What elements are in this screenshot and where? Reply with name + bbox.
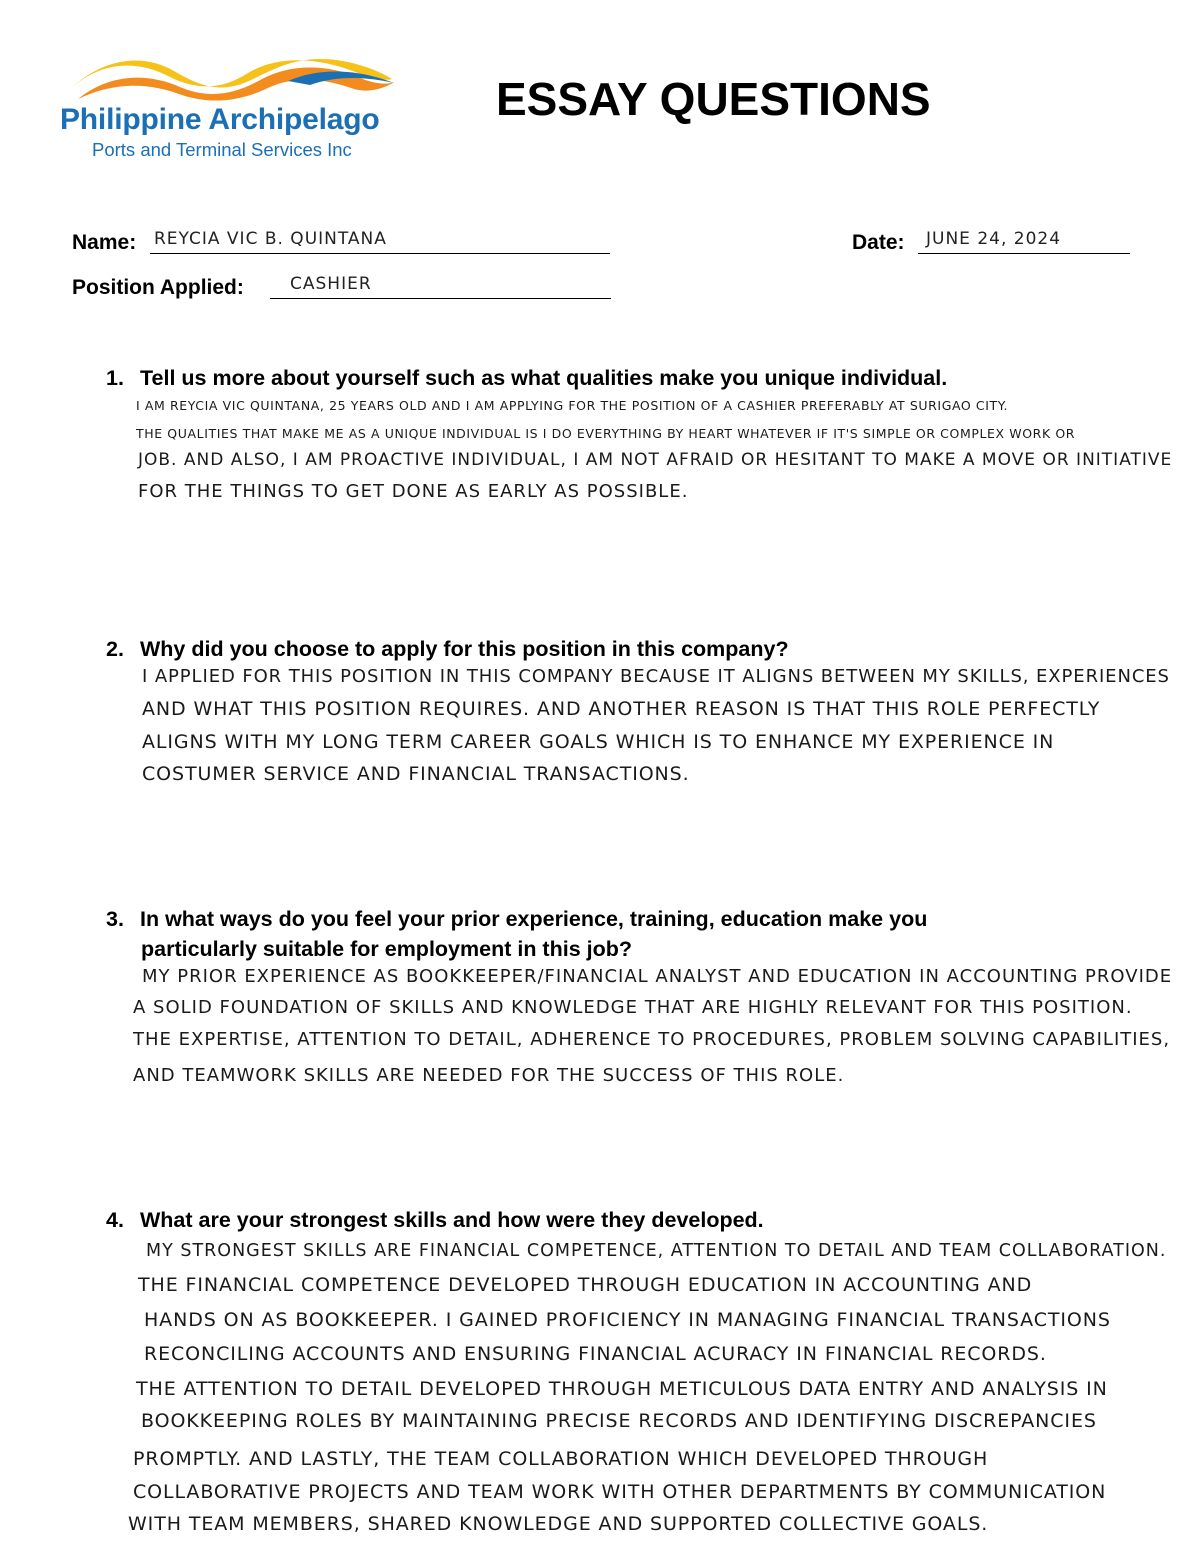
- date-label: Date:: [852, 231, 905, 254]
- question-text: Why did you choose to apply for this position in this company?: [140, 637, 789, 661]
- answer-4-line-9: WITH TEAM MEMBERS, SHARED KNOWLEDGE AND SUPPORTED COLLECTIVE GOALS.: [128, 1513, 989, 1535]
- answer-4-line-7: PROMPTLY. AND LASTLY, THE TEAM COLLABORATION WHICH DEVELOPED THROUGH: [133, 1448, 989, 1470]
- answer-1-line-2: THE QUALITIES THAT MAKE ME AS A UNIQUE INDIVIDUAL IS I DO EVERYTHING BY HEART WHATEVER IF IT'S SIMPLE OR COMPLEX WORK OR: [136, 426, 1076, 441]
- company-logo: [58, 55, 403, 170]
- answer-3-line-1: MY PRIOR EXPERIENCE AS BOOKKEEPER/FINANCIAL ANALYST AND EDUCATION IN ACCOUNTING PROVIDE: [142, 966, 1173, 987]
- name-field-line[interactable]: [150, 253, 610, 254]
- answer-2-line-1: I APPLIED FOR THIS POSITION IN THIS COMPANY BECAUSE IT ALIGNS BETWEEN MY SKILLS, EXPERIENCES: [142, 666, 1170, 687]
- answer-4-line-8: COLLABORATIVE PROJECTS AND TEAM WORK WITH OTHER DEPARTMENTS BY COMMUNICATION: [133, 1481, 1107, 1503]
- answer-4-line-4: RECONCILING ACCOUNTS AND ENSURING FINANCIAL ACURACY IN FINANCIAL RECORDS.: [144, 1343, 1047, 1365]
- name-value: REYCIA VIC B. QUINTANA: [154, 229, 387, 249]
- question-2: [106, 637, 789, 662]
- question-text: What are your strongest skills and how were they developed.: [140, 1208, 764, 1232]
- date-field-line[interactable]: [918, 253, 1130, 254]
- answer-1-line-3: JOB. AND ALSO, I AM PROACTIVE INDIVIDUAL, I AM NOT AFRAID OR HESITANT TO MAKE A MOVE OR INITIATIVE: [138, 450, 1173, 470]
- question-number: 2.: [106, 637, 124, 661]
- question-3-continued: particularly suitable for employment in this job?: [141, 937, 632, 961]
- answer-1-line-4: FOR THE THINGS TO GET DONE AS EARLY AS POSSIBLE.: [138, 481, 689, 502]
- question-number: 1.: [106, 366, 124, 390]
- answer-4-line-6: BOOKKEEPING ROLES BY MAINTAINING PRECISE RECORDS AND IDENTIFYING DISCREPANCIES: [141, 1410, 1097, 1432]
- answer-1-line-1: I AM REYCIA VIC QUINTANA, 25 YEARS OLD AND I AM APPLYING FOR THE POSITION OF A CASHIER PREFERABLY AT SURIGAO CITY.: [136, 398, 1009, 413]
- answer-2-line-2: AND WHAT THIS POSITION REQUIRES. AND ANOTHER REASON IS THAT THIS ROLE PERFECTLY: [142, 698, 1101, 720]
- date-value: JUNE 24, 2024: [926, 229, 1062, 249]
- page-title: ESSAY QUESTIONS: [496, 73, 931, 125]
- name-label: Name:: [72, 231, 137, 254]
- question-1: [106, 366, 947, 391]
- logo-company-subtitle: Ports and Terminal Services Inc: [92, 139, 352, 160]
- answer-4-line-3: HANDS ON AS BOOKKEEPER. I GAINED PROFICIENCY IN MANAGING FINANCIAL TRANSACTIONS: [144, 1309, 1111, 1331]
- answer-3-line-4: AND TEAMWORK SKILLS ARE NEEDED FOR THE SUCCESS OF THIS ROLE.: [133, 1065, 845, 1086]
- question-3: [106, 907, 927, 932]
- answer-2-line-4: COSTUMER SERVICE AND FINANCIAL TRANSACTIONS.: [142, 763, 690, 785]
- answer-4-line-1: MY STRONGEST SKILLS ARE FINANCIAL COMPETENCE, ATTENTION TO DETAIL AND TEAM COLLABORATION.: [146, 1241, 1167, 1261]
- position-field-line[interactable]: [270, 298, 611, 299]
- answer-3-line-2: A SOLID FOUNDATION OF SKILLS AND KNOWLEDGE THAT ARE HIGHLY RELEVANT FOR THIS POSITION.: [133, 997, 1133, 1018]
- question-4: [106, 1208, 764, 1233]
- answer-4-line-5: THE ATTENTION TO DETAIL DEVELOPED THROUGH METICULOUS DATA ENTRY AND ANALYSIS IN: [136, 1378, 1108, 1400]
- position-value: CASHIER: [290, 274, 372, 294]
- logo-company-name: Philippine Archipelago: [60, 103, 380, 136]
- question-number: 4.: [106, 1208, 124, 1232]
- question-text: In what ways do you feel your prior experience, training, education make you: [140, 907, 928, 931]
- answer-3-line-3: THE EXPERTISE, ATTENTION TO DETAIL, ADHERENCE TO PROCEDURES, PROBLEM SOLVING CAPABILITIES,: [133, 1029, 1171, 1050]
- logo-swoosh-icon: [58, 55, 403, 105]
- position-label: Position Applied:: [72, 276, 244, 299]
- answer-2-line-3: ALIGNS WITH MY LONG TERM CAREER GOALS WHICH IS TO ENHANCE MY EXPERIENCE IN: [142, 731, 1055, 753]
- answer-4-line-2: THE FINANCIAL COMPETENCE DEVELOPED THROUGH EDUCATION IN ACCOUNTING AND: [138, 1274, 1033, 1296]
- question-text: Tell us more about yourself such as what qualities make you unique individual.: [140, 366, 948, 390]
- question-number: 3.: [106, 907, 124, 931]
